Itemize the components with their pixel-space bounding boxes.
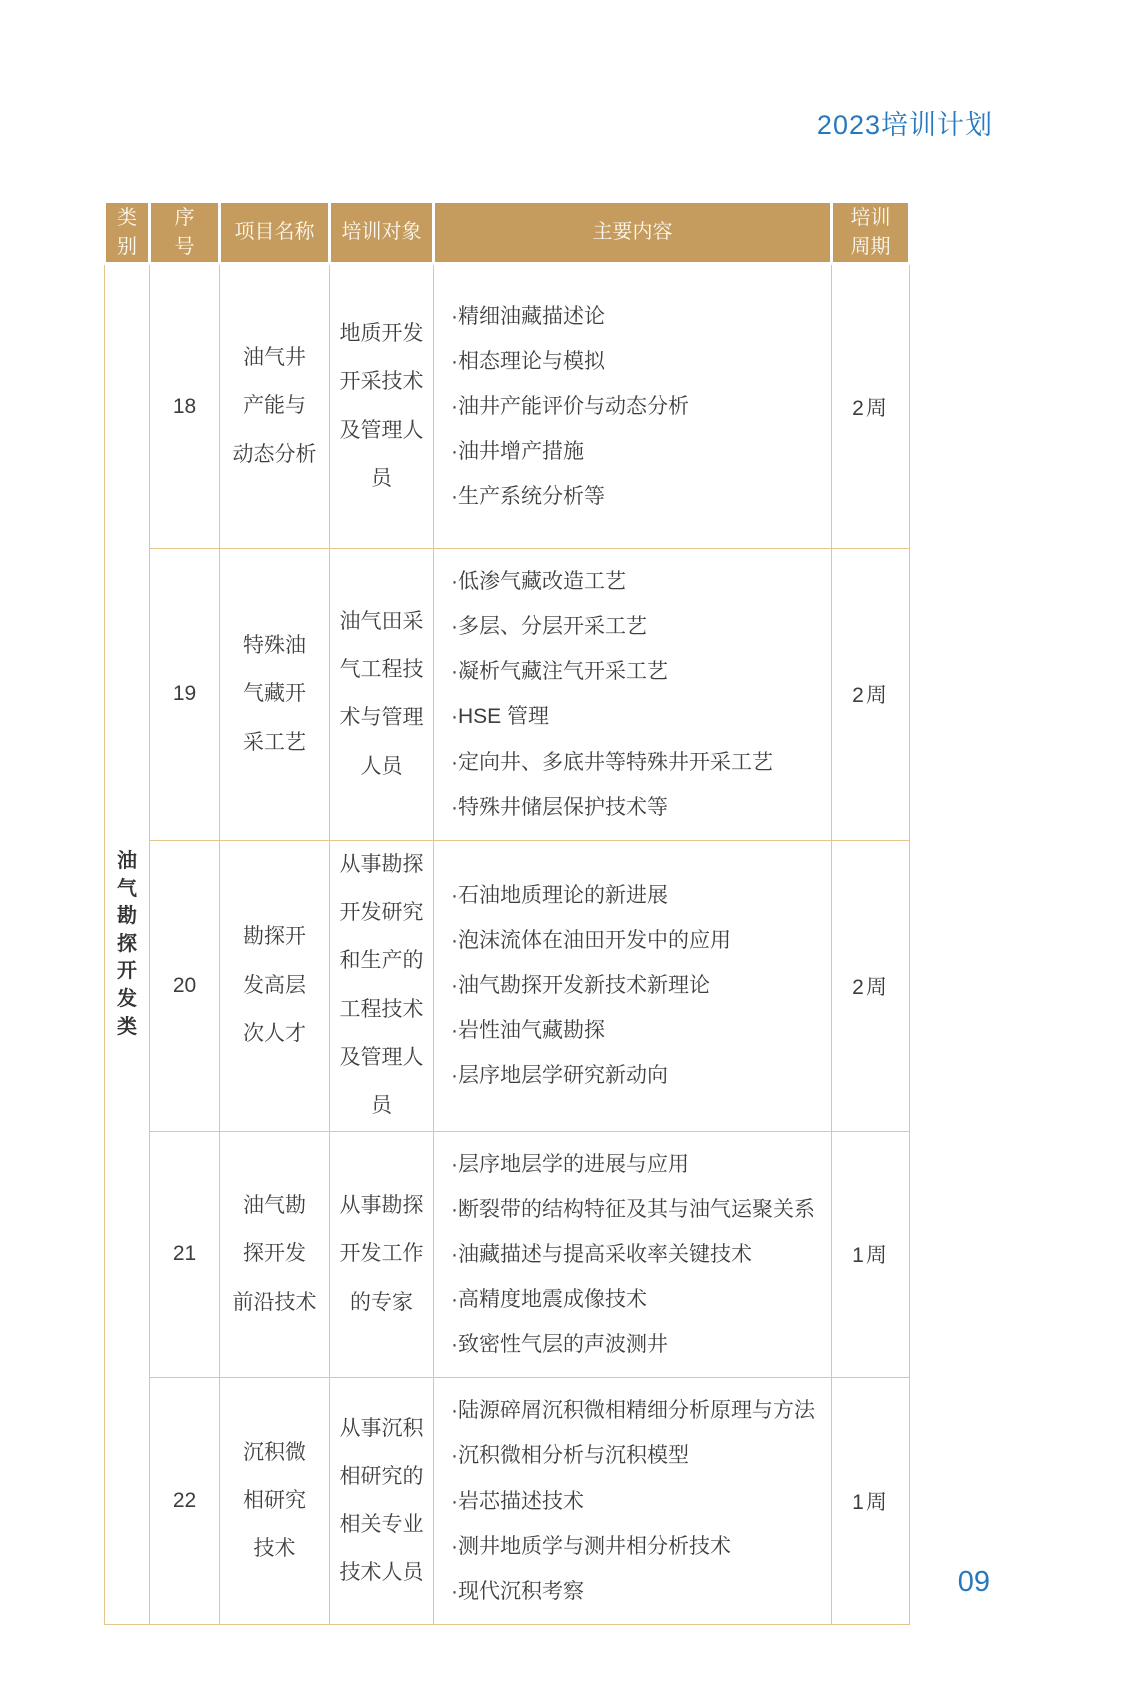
text-line: ·测井地质学与测井相分析技术 bbox=[451, 1534, 731, 1558]
content-cell bbox=[434, 264, 832, 549]
text-line: 类 bbox=[117, 206, 137, 229]
content-cell bbox=[434, 549, 832, 841]
text-line: 油气井 bbox=[243, 346, 306, 370]
text-line: 动态分析 bbox=[232, 442, 317, 466]
text-line: 探开发 bbox=[243, 1242, 306, 1266]
audience-cell bbox=[330, 264, 434, 549]
audience-cell bbox=[330, 1378, 434, 1625]
text-line: ·层序地层学的进展与应用 bbox=[451, 1152, 689, 1176]
text-line: ·油井增产措施 bbox=[451, 440, 584, 464]
period-cell: 2周 bbox=[832, 549, 910, 841]
table-body bbox=[105, 264, 910, 1625]
text-line: 周期 bbox=[850, 235, 891, 258]
table-row bbox=[105, 1131, 910, 1378]
text-line: ·陆源碎屑沉积微相精细分析原理与方法 bbox=[451, 1399, 815, 1423]
text-line: 人员 bbox=[360, 754, 403, 778]
serial-cell: 18 bbox=[150, 264, 220, 549]
text-line: 油气田采 bbox=[339, 609, 424, 633]
serial-cell: 19 bbox=[150, 549, 220, 841]
project-name-cell bbox=[220, 1131, 330, 1378]
text-line: 相研究 bbox=[243, 1489, 306, 1513]
category-label: 油气勘探开发类 bbox=[117, 849, 137, 1038]
header-period bbox=[832, 202, 910, 264]
text-line: ·高精度地震成像技术 bbox=[451, 1288, 647, 1312]
table-row bbox=[105, 264, 910, 549]
text-line: 和生产的 bbox=[339, 949, 424, 973]
training-plan-table bbox=[103, 200, 911, 1625]
content-cell bbox=[434, 1378, 832, 1625]
text-line: 别 bbox=[117, 235, 137, 258]
text-line: ·油井产能评价与动态分析 bbox=[451, 394, 689, 418]
header-category bbox=[105, 202, 150, 264]
serial-cell: 20 bbox=[150, 840, 220, 1131]
text-line: 气工程技 bbox=[339, 658, 424, 682]
text-line: 培训 bbox=[850, 206, 891, 229]
content-cell bbox=[434, 840, 832, 1131]
period-cell: 2周 bbox=[832, 264, 910, 549]
text-line: 技术人员 bbox=[339, 1561, 424, 1585]
header-audience bbox=[330, 202, 434, 264]
text-line: 从事沉积 bbox=[339, 1416, 424, 1440]
text-line: 相研究的 bbox=[339, 1464, 424, 1488]
text-line: 采工艺 bbox=[243, 730, 306, 754]
text-line: 特殊油 bbox=[243, 633, 306, 657]
text-line: ·石油地质理论的新进展 bbox=[451, 883, 668, 907]
text-line: ·岩性油气藏勘探 bbox=[451, 1019, 605, 1043]
text-line: 相关专业 bbox=[339, 1513, 424, 1537]
audience-cell bbox=[330, 549, 434, 841]
text-line: 开发研究 bbox=[339, 901, 424, 925]
table-row bbox=[105, 549, 910, 841]
text-line: ·现代沉积考察 bbox=[451, 1579, 584, 1603]
text-line: 地质开发 bbox=[339, 321, 424, 345]
header-main-content bbox=[434, 202, 832, 264]
text-line: 术与管理 bbox=[339, 706, 424, 730]
text-line: ·精细油藏描述论 bbox=[451, 304, 605, 328]
text-line: ·特殊井储层保护技术等 bbox=[451, 795, 668, 819]
table-row bbox=[105, 1378, 910, 1625]
text-line: ·层序地层学研究新动向 bbox=[451, 1064, 668, 1088]
project-name-cell bbox=[220, 549, 330, 841]
text-line: ·岩芯描述技术 bbox=[451, 1489, 584, 1513]
project-name-cell bbox=[220, 1378, 330, 1625]
period-cell: 2周 bbox=[832, 840, 910, 1131]
text-line: ·低渗气藏改造工艺 bbox=[451, 570, 626, 593]
text-line: 的专家 bbox=[350, 1290, 413, 1314]
text-line: 序 bbox=[174, 206, 195, 229]
text-line: ·凝析气藏注气开采工艺 bbox=[451, 660, 668, 684]
text-line: ·生产系统分析等 bbox=[451, 485, 605, 509]
page-number: 09 bbox=[957, 1566, 990, 1598]
text-line: 次人才 bbox=[243, 1021, 306, 1045]
text-line: 勘探开 bbox=[243, 925, 306, 949]
category-cell bbox=[105, 264, 150, 1625]
text-line: ·致密性气层的声波测井 bbox=[451, 1333, 668, 1357]
document-title: 2023培训计划 bbox=[816, 110, 993, 140]
project-name-cell bbox=[220, 840, 330, 1131]
serial-cell: 21 bbox=[150, 1131, 220, 1378]
text-line: 沉积微 bbox=[243, 1440, 306, 1464]
text-line: ·泡沫流体在油田开发中的应用 bbox=[451, 929, 731, 953]
text-line: 工程技术 bbox=[339, 997, 424, 1021]
serial-cell: 22 bbox=[150, 1378, 220, 1625]
text-line: ·HSE 管理 bbox=[451, 705, 550, 729]
text-line: 开采技术 bbox=[339, 370, 424, 394]
header-project-name bbox=[220, 202, 330, 264]
audience-cell bbox=[330, 1131, 434, 1378]
table-row bbox=[105, 840, 910, 1131]
text-line: ·定向井、多底井等特殊井开采工艺 bbox=[451, 750, 773, 774]
content-cell bbox=[434, 1131, 832, 1378]
text-line: 技术 bbox=[253, 1537, 296, 1561]
text-line: ·相态理论与模拟 bbox=[451, 349, 605, 373]
text-line: 油气勘 bbox=[243, 1194, 306, 1218]
text-line: 号 bbox=[174, 235, 195, 258]
header-serial bbox=[150, 202, 220, 264]
text-line: ·油藏描述与提高采收率关键技术 bbox=[451, 1242, 752, 1266]
text-line: 主要内容 bbox=[592, 221, 673, 243]
text-line: 及管理人员 bbox=[339, 418, 424, 490]
period-cell: 1周 bbox=[832, 1131, 910, 1378]
text-line: ·断裂带的结构特征及其与油气运聚关系 bbox=[451, 1197, 815, 1221]
text-line: ·多层、分层开采工艺 bbox=[451, 615, 647, 639]
text-line: 产能与 bbox=[243, 394, 306, 418]
text-line: 项目名称 bbox=[234, 221, 315, 243]
text-line: 开发工作 bbox=[339, 1242, 424, 1266]
text-line: 培训对象 bbox=[341, 221, 422, 243]
text-line: 及管理人员 bbox=[339, 1046, 424, 1118]
text-line: 前沿技术 bbox=[232, 1290, 317, 1314]
text-line: ·沉积微相分析与沉积模型 bbox=[451, 1444, 689, 1468]
table-header bbox=[105, 202, 910, 264]
text-line: 从事勘探 bbox=[339, 852, 424, 876]
audience-cell bbox=[330, 840, 434, 1131]
project-name-cell bbox=[220, 264, 330, 549]
text-line: ·油气勘探开发新技术新理论 bbox=[451, 974, 710, 998]
text-line: 从事勘探 bbox=[339, 1194, 424, 1218]
text-line: 发高层 bbox=[243, 973, 306, 997]
text-line: 气藏开 bbox=[243, 682, 306, 706]
period-cell: 1周 bbox=[832, 1378, 910, 1625]
